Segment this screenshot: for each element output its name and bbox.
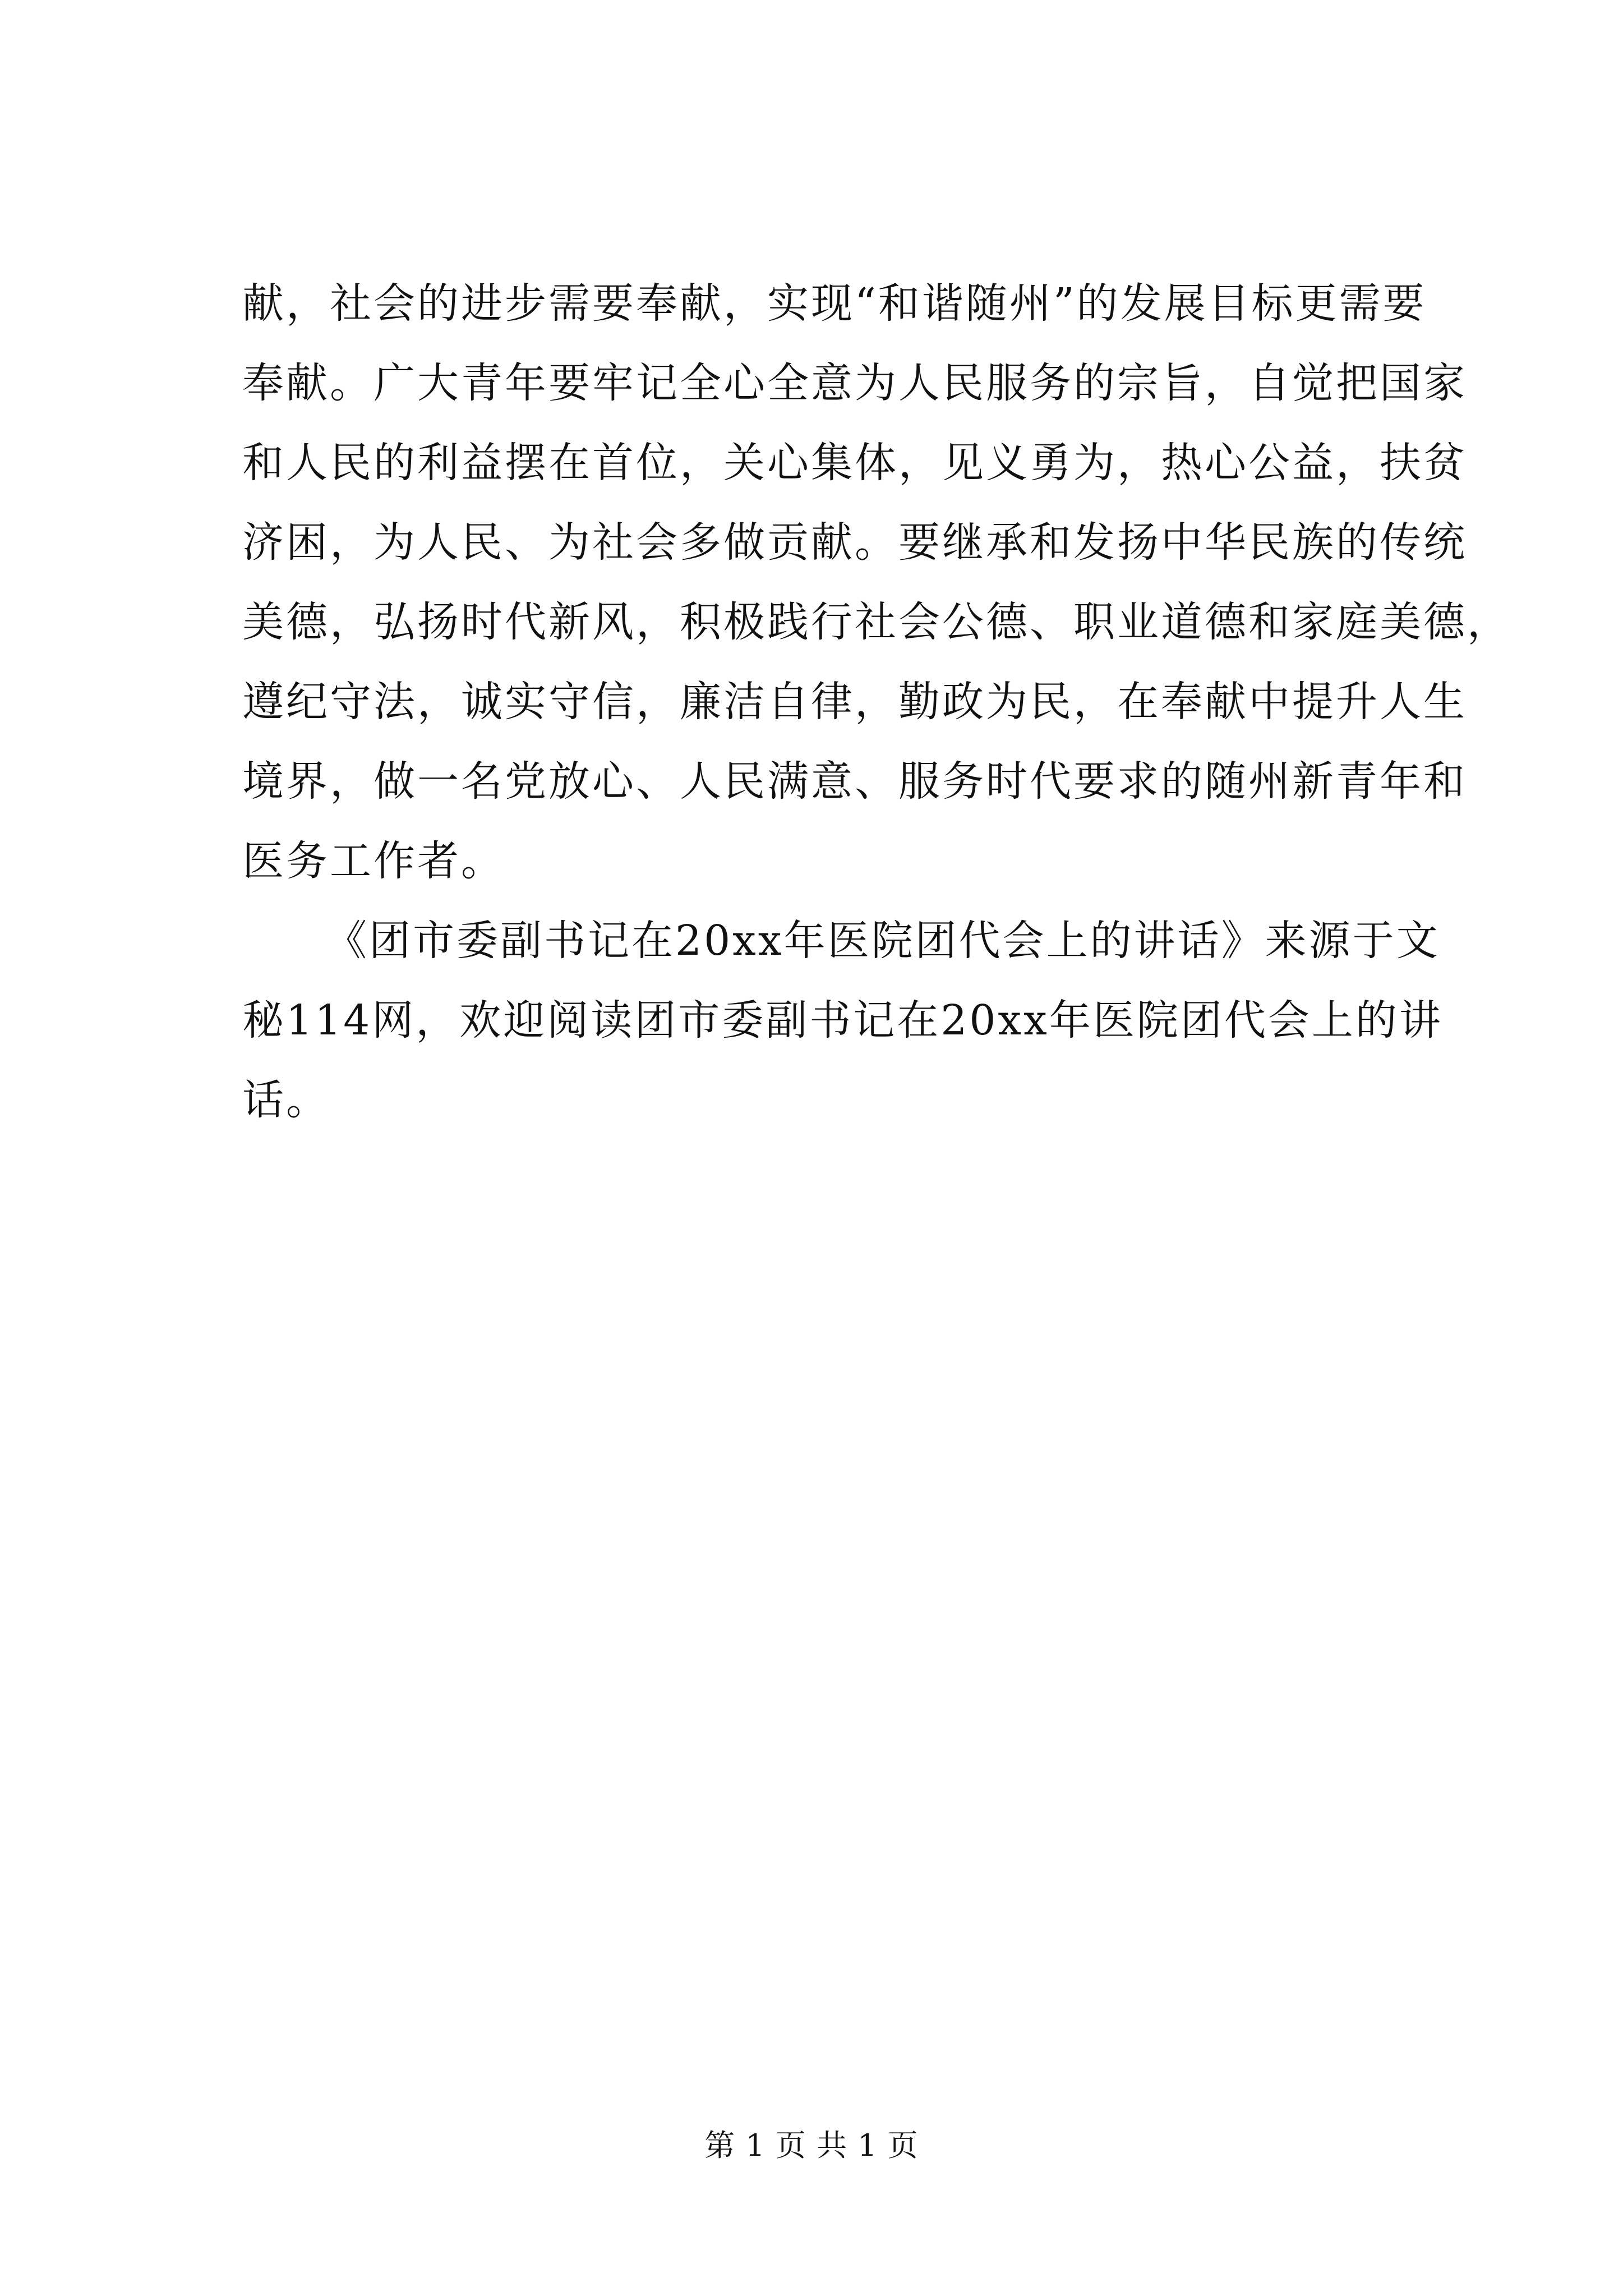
body-line-5: 美德，弘扬时代新风，积极践行社会公德、职业道德和家庭美德，	[242, 598, 1511, 646]
body-line-3: 和人民的利益摆在首位，关心集体，见义勇为，热心公益，扶贫	[242, 439, 1467, 487]
page-footer: 第 1 页 共 1 页	[704, 2128, 919, 2163]
source-line-1: 《团市委副书记在20xx年医院团代会上的讲话》来源于文	[325, 917, 1440, 965]
body-line-2: 奉献。广大青年要牢记全心全意为人民服务的宗旨，自觉把国家	[242, 359, 1467, 407]
body-line-1: 献，社会的进步需要奉献，实现“和谐随州”的发展目标更需要	[242, 279, 1427, 328]
source-line-2: 秘114网，欢迎阅读团市委副书记在20xx年医院团代会上的讲	[242, 996, 1443, 1045]
body-line-6: 遵纪守法，诚实守信，廉洁自律，勤政为民，在奉献中提升人生	[242, 678, 1467, 726]
body-line-4: 济困，为人民、为社会多做贡献。要继承和发扬中华民族的传统	[242, 518, 1467, 567]
source-line-3: 话。	[242, 1076, 330, 1124]
document-body	[242, 264, 1511, 1140]
body-line-8: 医务工作者。	[242, 837, 505, 885]
body-line-7: 境界，做一名党放心、人民满意、服务时代要求的随州新青年和	[242, 757, 1467, 806]
